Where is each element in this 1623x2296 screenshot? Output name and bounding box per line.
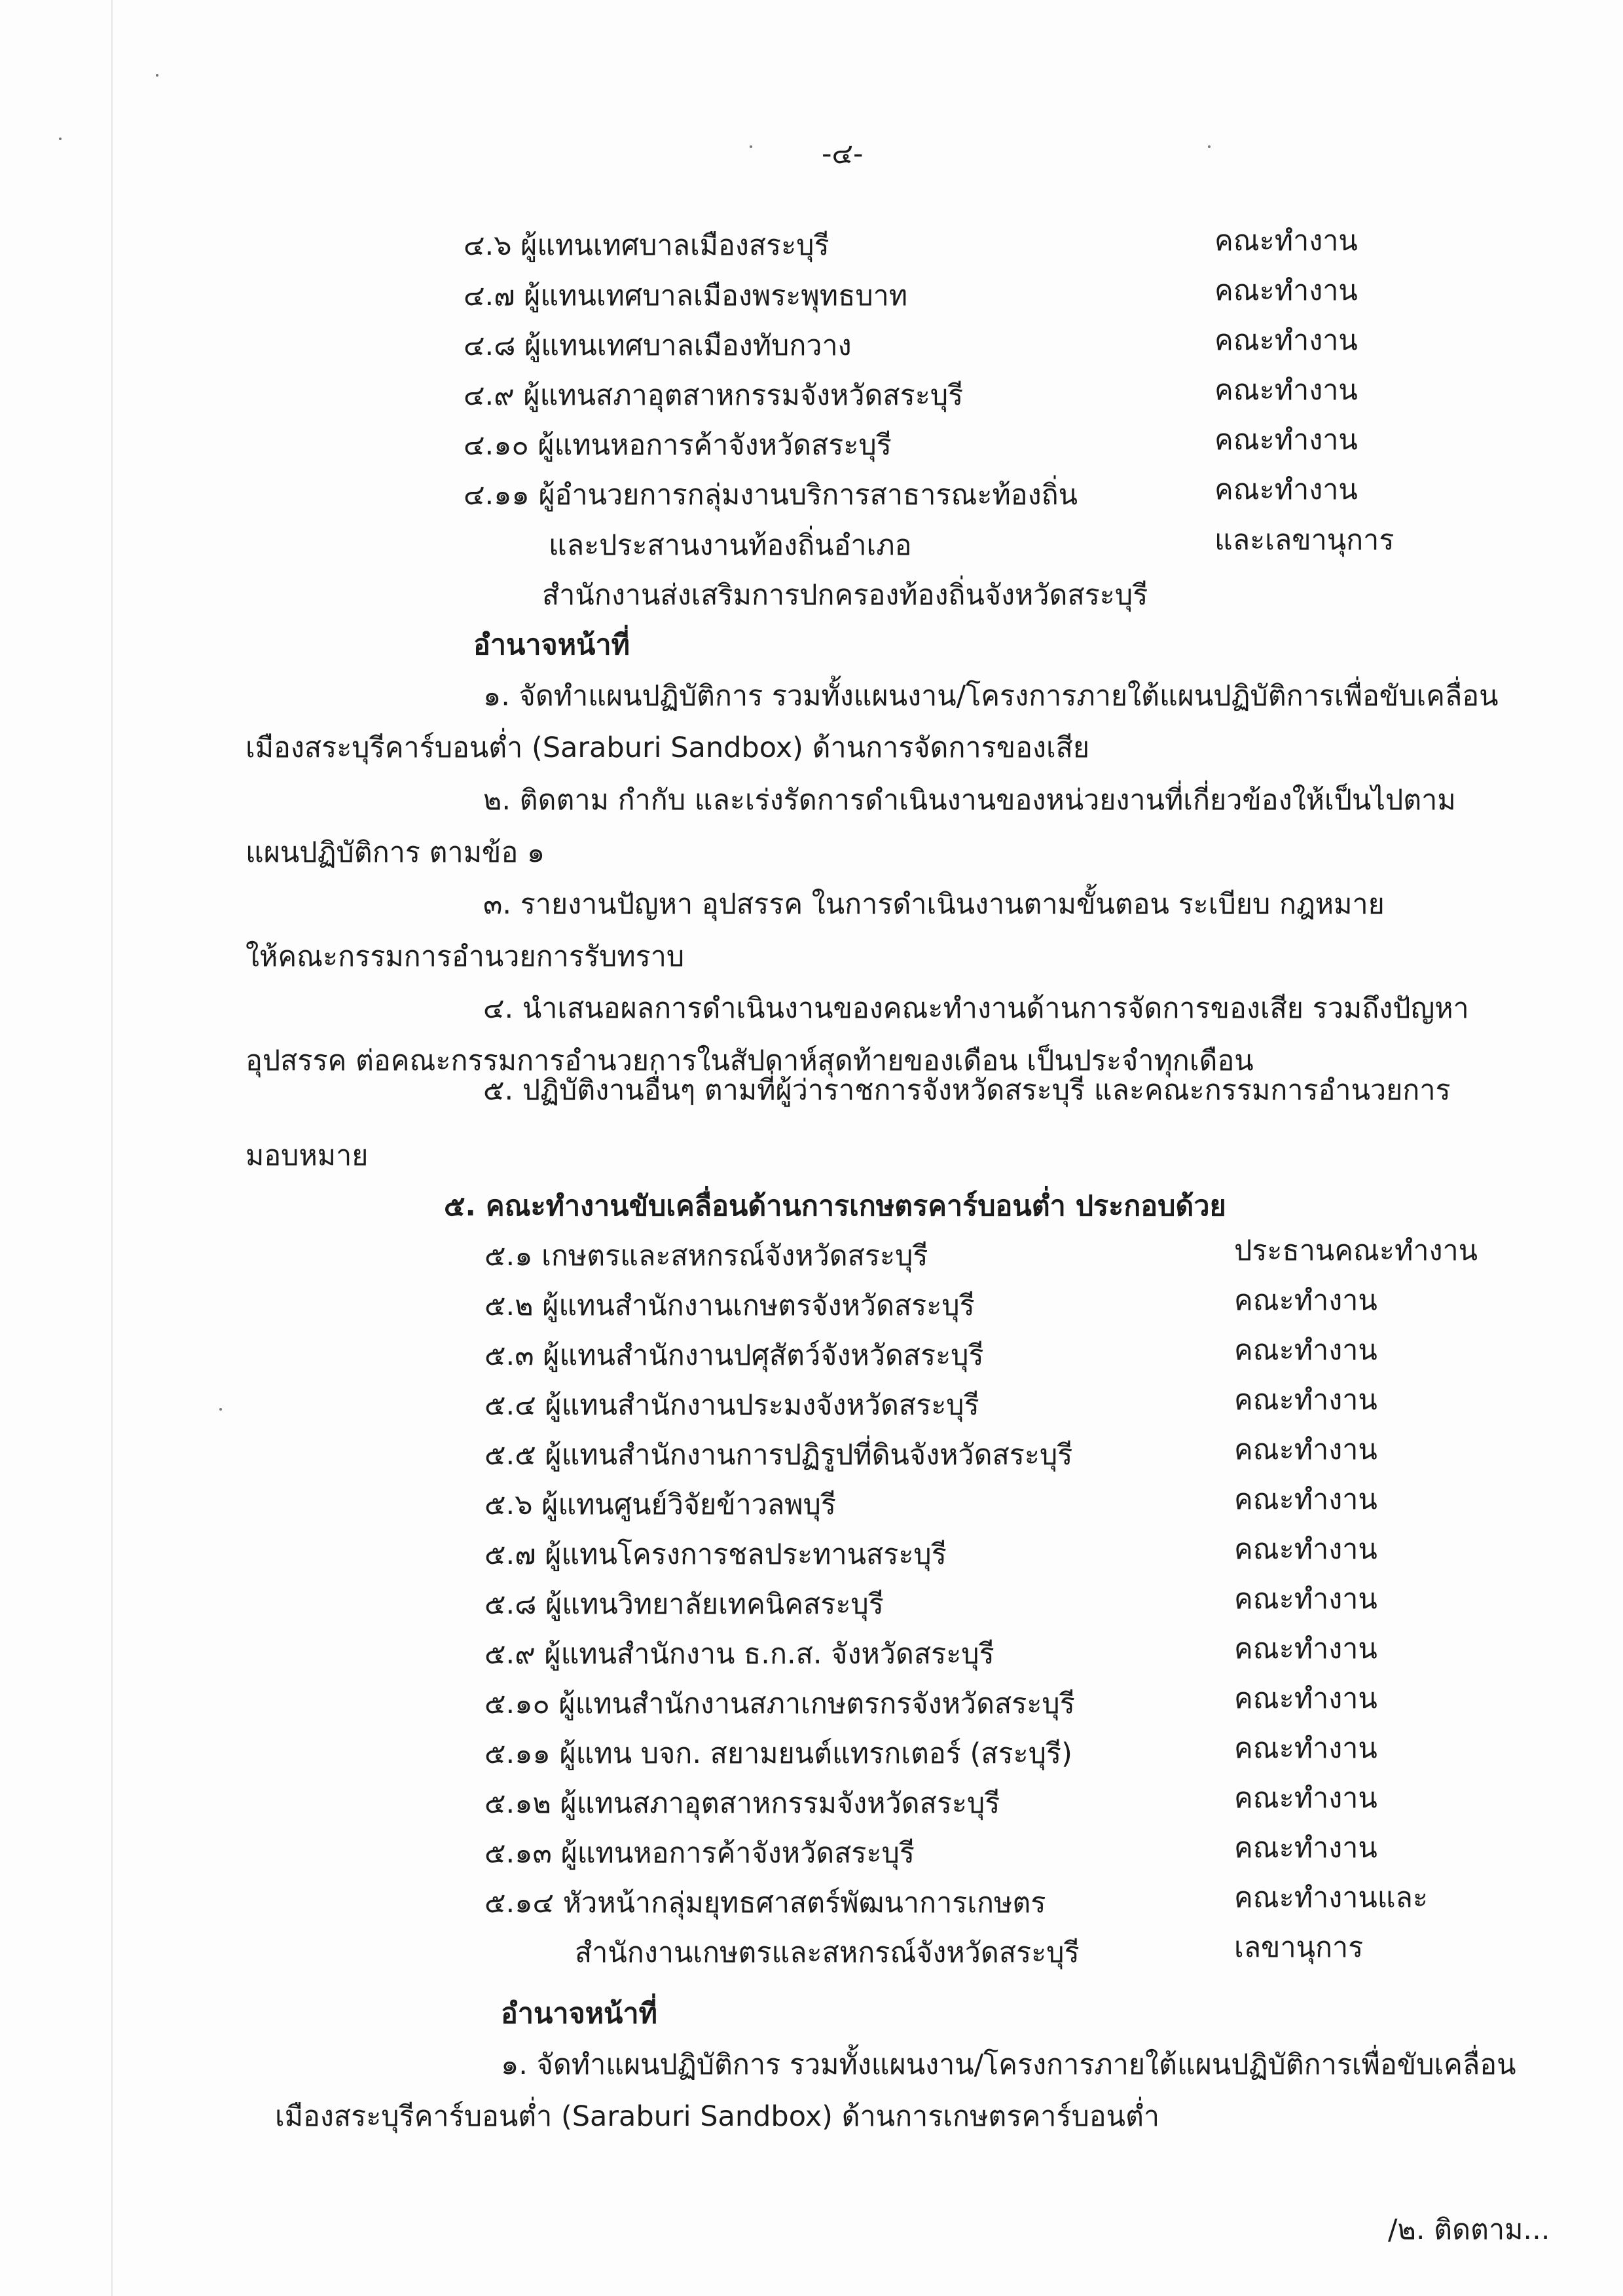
list-item-label: ๕.๑๓ ผู้แทนหอการค้าจังหวัดสระบุรี: [484, 1837, 915, 1870]
duty-line: ๓. รายงานปัญหา อุปสรรค ในการดำเนินงานตามขั้นตอน ระเบียบ กฎหมาย: [483, 888, 1385, 921]
list-item-label: ๔.๑๐ ผู้แทนหอการค้าจังหวัดสระบุรี: [464, 429, 892, 462]
list-item-label: ๕.๑๒ ผู้แทนสภาอุตสาหกรรมจังหวัดสระบุรี: [484, 1787, 1000, 1820]
list-item-label: ๕.๒ ผู้แทนสำนักงานเกษตรจังหวัดสระบุรี: [484, 1289, 975, 1322]
duty-line-cont: อุปสรรค ต่อคณะกรรมการอำนวยการในสัปดาห์สุดท้ายของเดือน เป็นประจำทุกเดือน: [246, 1045, 1254, 1077]
list-item-role: คณะทำงาน: [1234, 1434, 1377, 1466]
list-item-label: ๕.๘ ผู้แทนวิทยาลัยเทคนิคสระบุรี: [484, 1588, 884, 1621]
list-item-role: คณะทำงาน: [1234, 1832, 1377, 1864]
list-item-label: ๕.๓ ผู้แทนสำนักงานปศุสัตว์จังหวัดสระบุรี: [484, 1339, 984, 1372]
duty-line: ๕. ปฏิบัติงานอื่นๆ ตามที่ผู้ว่าราชการจังหวัดสระบุรี และคณะกรรมการอำนวยการ: [483, 1074, 1451, 1107]
list-item-role: คณะทำงาน: [1234, 1483, 1377, 1516]
scan-speck: [219, 1408, 222, 1411]
list-item-label: ๕.๑๔ หัวหน้ากลุ่มยุทธศาสตร์พัฒนาการเกษตร: [484, 1887, 1046, 1919]
duty-line-cont: เมืองสระบุรีคาร์บอนต่ำ (Saraburi Sandbox) ด้านการเกษตรคาร์บอนต่ำ: [275, 2100, 1160, 2133]
list-item-role: คณะทำงาน: [1234, 1732, 1377, 1765]
list-item-role: เลขานุการ: [1234, 1931, 1364, 1964]
list-item-label: ๕.๔ ผู้แทนสำนักงานประมงจังหวัดสระบุรี: [484, 1389, 979, 1422]
duty-line-cont: มอบหมาย: [246, 1139, 369, 1172]
list-item-label: ๕.๖ ผู้แทนศูนย์วิจัยข้าวลพบุรี: [484, 1489, 837, 1521]
list-item-continuation: สำนักงานเกษตรและสหกรณ์จังหวัดสระบุรี: [575, 1936, 1080, 1969]
list-item-role: คณะทำงาน: [1214, 424, 1358, 456]
list-item-label: ๕.๑๐ ผู้แทนสำนักงานสภาเกษตรกรจังหวัดสระบุรี: [484, 1688, 1075, 1720]
section-heading: อำนาจหน้าที่: [501, 1997, 657, 2030]
list-item-role: คณะทำงานและ: [1234, 1881, 1428, 1914]
list-item-label: ๔.๙ ผู้แทนสภาอุตสาหกรรมจังหวัดสระบุรี: [464, 379, 964, 412]
list-item-role: คณะทำงาน: [1234, 1533, 1377, 1566]
list-item-role: คณะทำงาน: [1214, 473, 1358, 506]
scan-speck: [750, 145, 752, 148]
list-item-label: ๔.๗ ผู้แทนเทศบาลเมืองพระพุทธบาท: [464, 280, 908, 312]
page-number: -๔-: [822, 138, 864, 170]
list-item-role: คณะทำงาน: [1214, 274, 1358, 307]
list-item-continuation: สำนักงานส่งเสริมการปกครองท้องถิ่นจังหวัดสระบุรี: [542, 579, 1148, 612]
list-item-role: คณะทำงาน: [1234, 1384, 1377, 1416]
continuation-marker: /๒. ติดตาม...: [1388, 2213, 1550, 2246]
list-item-role: คณะทำงาน: [1234, 1334, 1377, 1367]
list-item-label: ๕.๑ เกษตรและสหกรณ์จังหวัดสระบุรี: [484, 1240, 928, 1272]
list-item-label: ๕.๕ ผู้แทนสำนักงานการปฏิรูปที่ดินจังหวัดสระบุรี: [484, 1439, 1073, 1472]
scan-speck: [156, 74, 158, 77]
list-item-role: คณะทำงาน: [1234, 1782, 1377, 1815]
list-item-role: คณะทำงาน: [1234, 1583, 1377, 1616]
list-item-role: คณะทำงาน: [1214, 374, 1358, 407]
duty-line: ๑. จัดทำแผนปฏิบัติการ รวมทั้งแผนงาน/โครงการภายใต้แผนปฏิบัติการเพื่อขับเคลื่อน: [501, 2048, 1516, 2081]
section-heading: อำนาจหน้าที่: [473, 629, 630, 661]
duty-line-cont: แผนปฏิบัติการ ตามข้อ ๑: [246, 836, 545, 869]
scan-speck: [1208, 145, 1211, 148]
duty-line-cont: ให้คณะกรรมการอำนวยการรับทราบ: [246, 940, 685, 973]
list-item-label: ๔.๘ ผู้แทนเทศบาลเมืองทับกวาง: [464, 329, 852, 362]
list-item-role: คณะทำงาน: [1214, 324, 1358, 357]
duty-line: ๔. นำเสนอผลการดำเนินงานของคณะทำงานด้านการจัดการของเสีย รวมถึงปัญหา: [483, 992, 1469, 1025]
list-item-label: ๕.๙ ผู้แทนสำนักงาน ธ.ก.ส. จังหวัดสระบุรี: [484, 1638, 994, 1671]
list-item-role: คณะทำงาน: [1234, 1284, 1377, 1317]
list-item-role: คณะทำงาน: [1214, 225, 1358, 257]
list-item-role: ประธานคณะทำงาน: [1234, 1234, 1478, 1267]
list-item-continuation: และประสานงานท้องถิ่นอำเภอ: [549, 529, 912, 562]
list-item-label: ๕.๗ ผู้แทนโครงการชลประทานสระบุรี: [484, 1538, 947, 1571]
duty-line: ๒. ติดตาม กำกับ และเร่งรัดการดำเนินงานของหน่วยงานที่เกี่ยวข้องให้เป็นไปตาม: [483, 784, 1456, 817]
scan-speck: [59, 138, 62, 140]
section-heading: ๕. คณะทำงานขับเคลื่อนด้านการเกษตรคาร์บอนต่ำ ประกอบด้วย: [444, 1190, 1226, 1223]
list-item-label: ๔.๖ ผู้แทนเทศบาลเมืองสระบุรี: [464, 229, 830, 262]
duty-line: ๑. จัดทำแผนปฏิบัติการ รวมทั้งแผนงาน/โครงการภายใต้แผนปฏิบัติการเพื่อขับเคลื่อน: [483, 680, 1499, 713]
list-item-label: ๕.๑๑ ผู้แทน บจก. สยามยนต์แทรกเตอร์ (สระบุรี): [484, 1737, 1072, 1770]
scan-edge: [111, 0, 113, 2296]
list-item-role: คณะทำงาน: [1234, 1682, 1377, 1715]
duty-line-cont: เมืองสระบุรีคาร์บอนต่ำ (Saraburi Sandbox) ด้านการจัดการของเสีย: [246, 731, 1090, 764]
list-item-label: ๔.๑๑ ผู้อำนวยการกลุ่มงานบริการสาธารณะท้องถิ่น: [464, 479, 1078, 511]
list-item-role: และเลขานุการ: [1214, 524, 1395, 557]
list-item-role: คณะทำงาน: [1234, 1633, 1377, 1665]
